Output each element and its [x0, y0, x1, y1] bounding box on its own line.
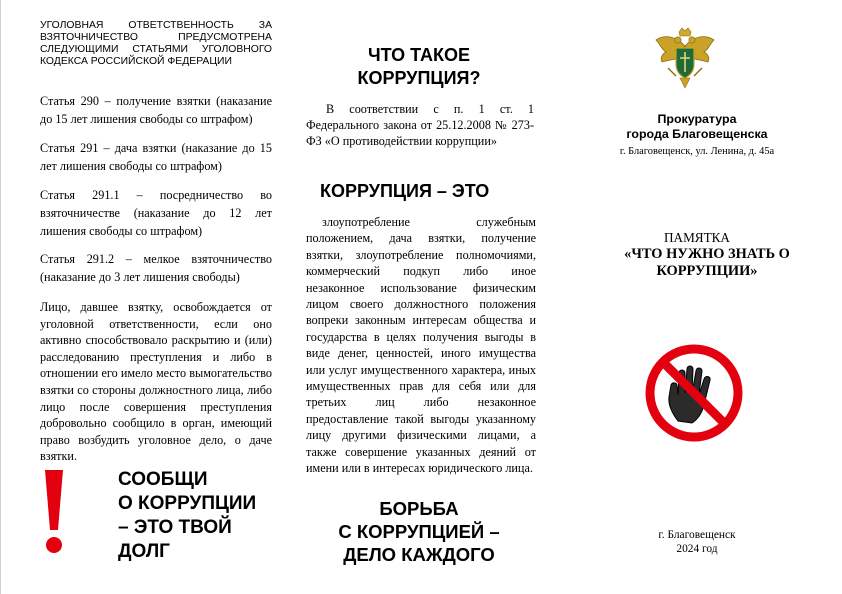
prosecutor-emblem-icon [654, 26, 716, 90]
callout-line: ДОЛГ [118, 541, 170, 562]
callout-line: – ЭТО ТВОЙ [118, 517, 232, 538]
article-291-1: Статья 291.1 – посредничество во взяточничестве (наказание до 12 лет лишения свободы со штрафом) [40, 188, 272, 238]
publication-year: 2024 год [676, 543, 718, 555]
slogan-line: ДЕЛО КАЖДОГО [343, 544, 495, 565]
publication-city: г. Благовещенск [658, 529, 736, 541]
what-is-corruption-heading [300, 44, 538, 90]
article-291-2: Статья 291.2 – мелкое взяточничество (наказание до 3 лет лишения свободы) [40, 252, 272, 284]
organization-name [572, 112, 822, 142]
slogan-line: БОРЬБА [379, 498, 459, 519]
heading-line: ЧТО ТАКОЕ [367, 45, 471, 65]
callout-line: СООБЩИ [118, 469, 208, 490]
middle-column [300, 0, 538, 594]
exemption-paragraph: Лицо, давшее взятку, освобождается от уголовной ответственности, если оно активно способствовало раскрытию и (или) расследованию преступления и либо в отношении его имело место вымогательство взятки со стороны должностного лица, либо лицо после совершения преступления добровольно сообщило в орган, имеющий право возбудить уголовное дело, о даче взятки. [40, 300, 272, 464]
exclamation-icon [42, 468, 66, 554]
heading-line: КОРРУПЦИЯ? [357, 68, 481, 88]
memo-title: «ЧТО НУЖНО ЗНАТЬ О КОРРУПЦИИ» [624, 246, 790, 279]
corruption-definition: злоупотребление служебным положением, дача взятки, получение взятки, злоупотребление полномочиями, коммерческий подкуп либо иное незаконное использование физическим лицом своего должностного положения вопреки законным интересам общества и государства в целях получения выгоды в виде денег, ценностей, иного имущества или услуг имущественного характера, иных имущественных прав для себя или для третьих лиц либо незаконное предоставление такой выгоды указанному лицу другими физическими лицами, а также совершение указанных деяний от имени или в интересах юридического лица. [306, 215, 536, 476]
right-column [572, 0, 822, 594]
criminal-liability-intro: УГОЛОВНАЯ ОТВЕТСТВЕННОСТЬ ЗА ВЗЯТОЧНИЧЕСТВО ПРЕДУСМОТРЕНА СЛЕДУЮЩИМИ СТАТЬЯМИ УГОЛОВНОГО КОДЕКСА РОССИЙСКОЙ ФЕДЕРАЦИИ [40, 20, 272, 67]
definition-heading: КОРРУПЦИЯ – ЭТО [320, 181, 490, 201]
article-290: Статья 290 – получение взятки (наказание до 15 лет лишения свободы со штрафом) [40, 94, 272, 126]
page-edge [0, 0, 1, 594]
stop-hand-icon [644, 343, 744, 443]
report-corruption-callout [118, 468, 278, 564]
left-column [40, 0, 272, 594]
slogan-line: С КОРРУПЦИЕЙ – [338, 521, 500, 542]
org-line: Прокуратура [657, 112, 737, 126]
org-line: города Благовещенска [626, 127, 768, 141]
organization-address: г. Благовещенск, ул. Ленина, д. 45а [619, 146, 775, 157]
memo-label: ПАМЯТКА [664, 230, 730, 245]
publication-info [572, 528, 822, 556]
article-291: Статья 291 – дача взятки (наказание до 15 лет лишения свободы со штрафом) [40, 141, 272, 173]
law-reference: В соответствии с п. 1 ст. 1 Федерального закона от 25.12.2008 № 273-ФЗ «О противодействии коррупции» [306, 102, 534, 148]
fight-corruption-slogan [300, 497, 538, 566]
callout-line: О КОРРУПЦИИ [118, 493, 257, 514]
